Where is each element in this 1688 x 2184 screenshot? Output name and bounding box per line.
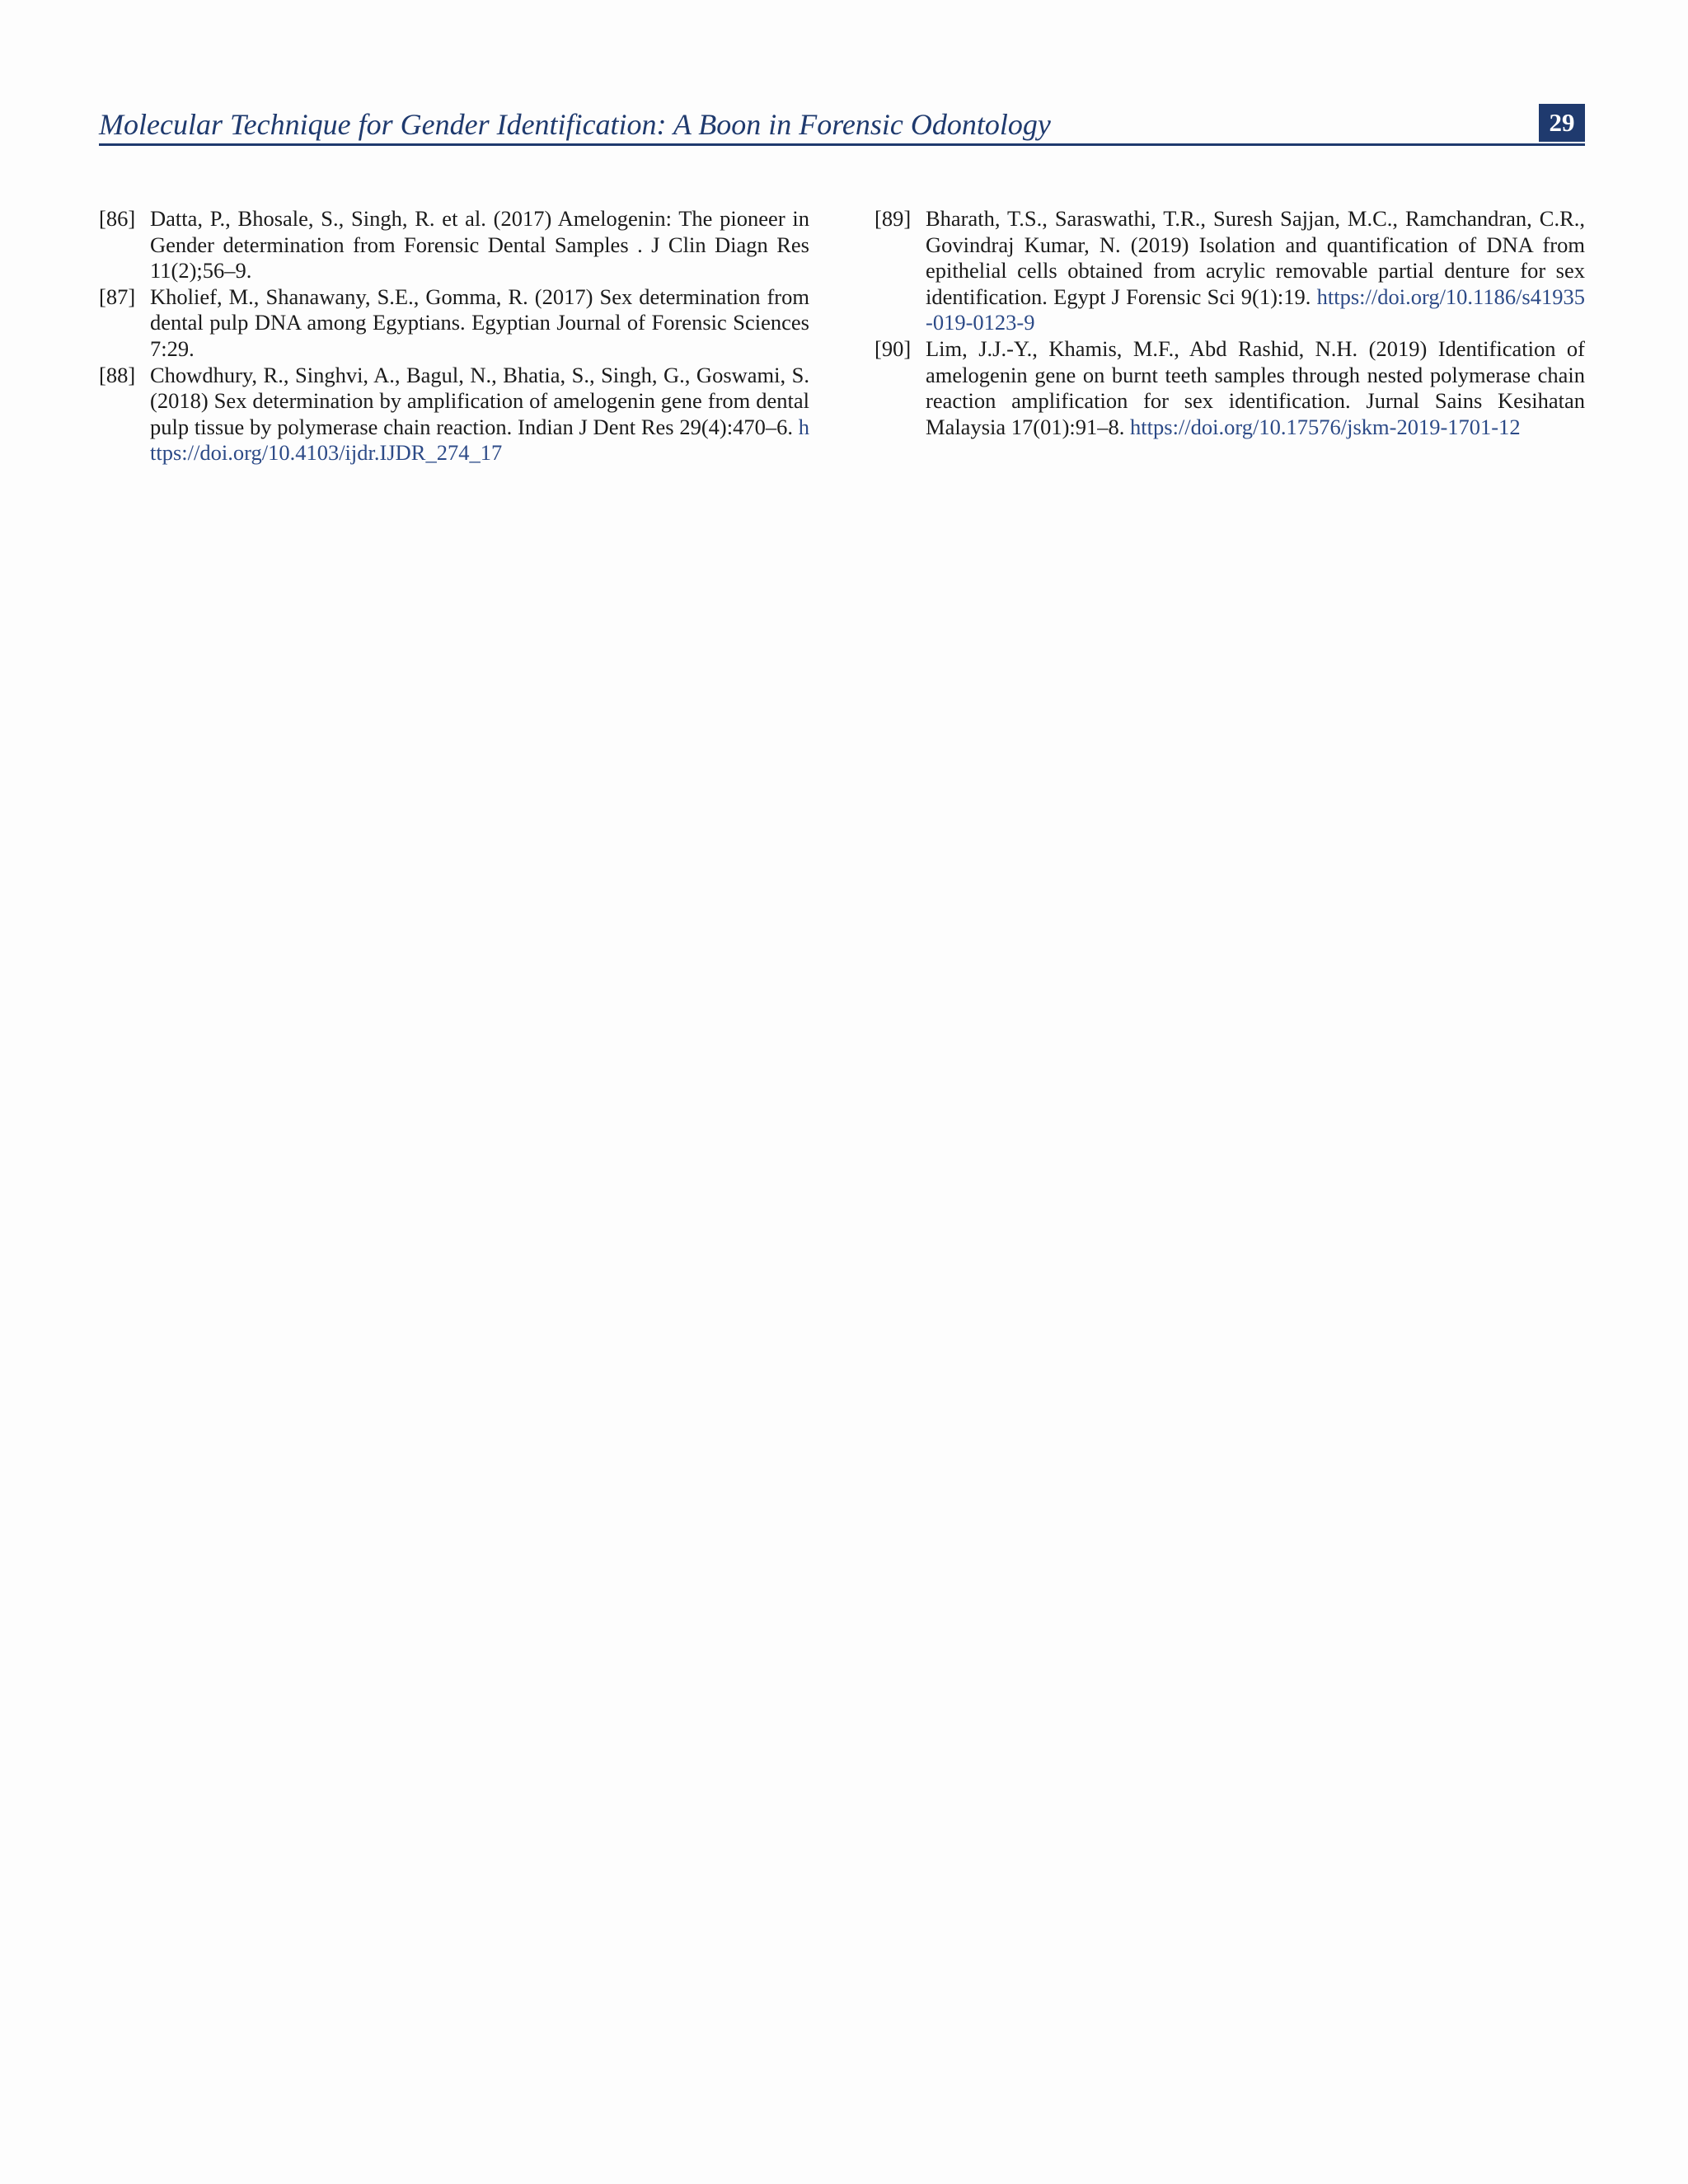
- reference-doi-link[interactable]: https://doi.org/10.1186/s41935-019-0123-9: [926, 284, 1585, 335]
- reference-text: Datta, P., Bhosale, S., Singh, R. et al. (2017) Amelogenin: The pioneer in Gender determination from Forensic Dental Samples . J Clin Diagn Res 11(2);56–9.: [150, 206, 809, 284]
- reference-number: [86]: [99, 206, 136, 231]
- references-right-column: [874, 206, 1585, 440]
- reference-text: Chowdhury, R., Singhvi, A., Bagul, N., Bhatia, S., Singh, G., Goswami, S. (2018) Sex determination by amplification of amelogenin gene from dental pulp tissue by polymerase chain reaction. Indian J Dent Res 29(4):470–6.: [150, 362, 809, 439]
- reference-doi-link[interactable]: https://doi.org/10.4103/ijdr.IJDR_274_17: [150, 414, 809, 466]
- running-header-title: Molecular Technique for Gender Identification: A Boon in Forensic Odontology: [99, 108, 1051, 141]
- reference-text: Lim, J.J.-Y., Khamis, M.F., Abd Rashid, N.H. (2019) Identification of amelogenin gene on burnt teeth samples through nested polymerase chain reaction amplification for sex identification. Jurnal Sains Kesihatan Malaysia 17(01):91–8.: [926, 335, 1585, 439]
- reference-doi-link[interactable]: https://doi.org/10.17576/jskm-2019-1701-12: [1130, 414, 1521, 439]
- running-header: [99, 101, 1585, 146]
- references-left-column: [99, 206, 809, 466]
- reference-number: [89]: [874, 206, 912, 231]
- reference-text: Bharath, T.S., Saraswathi, T.R., Suresh Sajjan, M.C., Ramchandran, C.R., Govindraj Kumar, N. (2019) Isolation and quantification of DNA from epithelial cells obtained from acrylic removable partial denture for sex identification. Egypt J Forensic Sci 9(1):19.: [926, 206, 1585, 309]
- reference-number: [87]: [99, 284, 136, 309]
- reference-item: [99, 206, 809, 284]
- reference-item: [874, 206, 1585, 336]
- reference-item: [99, 363, 809, 466]
- reference-number: [88]: [99, 362, 136, 387]
- reference-number: [90]: [874, 335, 912, 361]
- reference-item: [874, 336, 1585, 440]
- page-number-badge: 29: [1539, 104, 1585, 142]
- reference-item: [99, 284, 809, 363]
- reference-text: Kholief, M., Shanawany, S.E., Gomma, R. (2017) Sex determination from dental pulp DNA among Egyptians. Egyptian Journal of Forensic Sciences 7:29.: [150, 284, 809, 361]
